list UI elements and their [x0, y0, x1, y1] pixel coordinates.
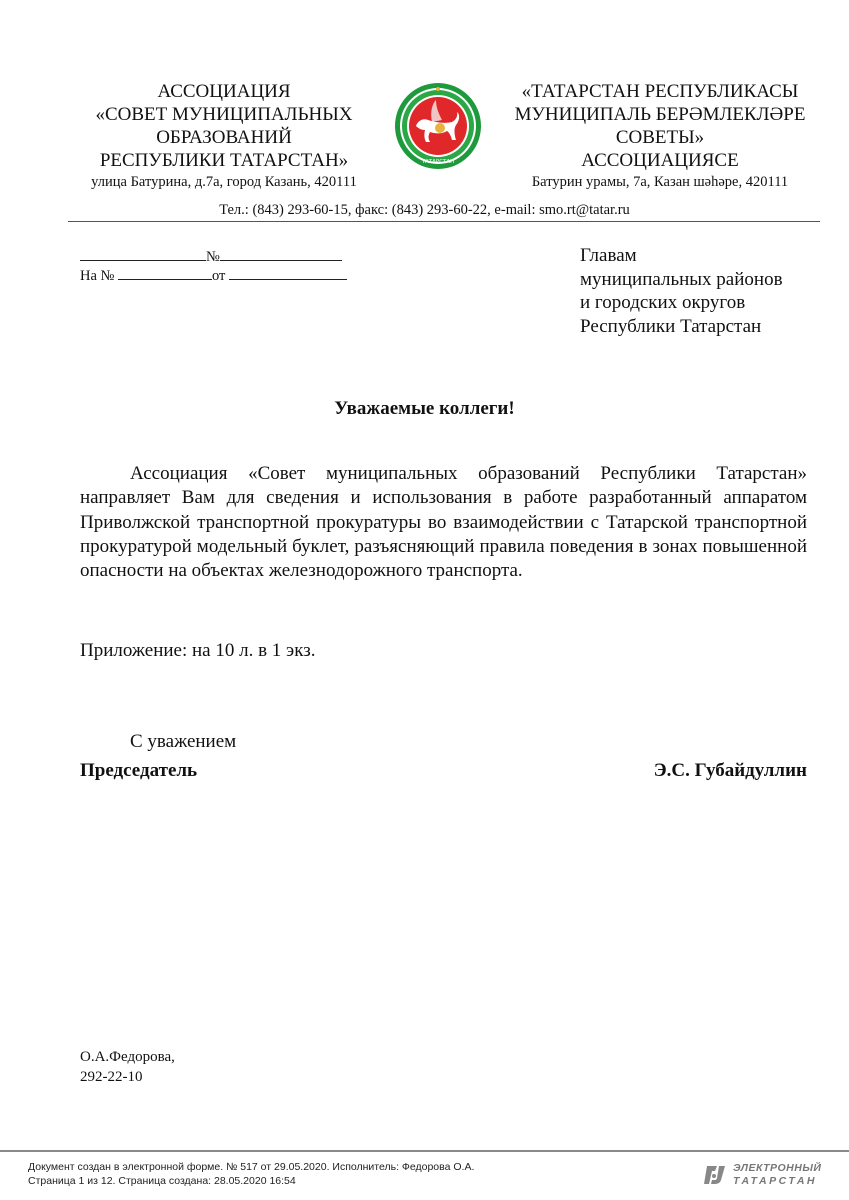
org-name-line: РЕСПУБЛИКИ ТАТАРСТАН» [99, 150, 349, 171]
org-name-line: ОБРАЗОВАНИЙ [156, 127, 292, 148]
logo-line-2: ТАТАРСТАН [733, 1175, 817, 1187]
footer-divider [0, 1150, 849, 1152]
addressee-line: муниципальных районов [580, 268, 783, 290]
header-org-name-ru [64, 80, 384, 192]
addressee-line: и городских округов [580, 292, 746, 313]
closing-regards: С уважением [130, 731, 237, 752]
from-label: от [212, 268, 226, 284]
reply-number-blank [118, 266, 212, 280]
document-footer [28, 1160, 474, 1188]
org-name-line: «СОВЕТ МУНИЦИПАЛЬНЫХ [95, 104, 353, 125]
org-name-line: АССОЦИАЦИЯСЕ [581, 150, 739, 171]
logo-line-1: ЭЛЕКТРОННЫЙ [733, 1162, 822, 1174]
attachment-note: Приложение: на 10 л. в 1 экз. [80, 640, 316, 661]
addressee-block [580, 244, 783, 338]
svg-text:ТАТАРСТАН: ТАТАРСТАН [421, 159, 455, 165]
letter-greeting: Уважаемые коллеги! [334, 398, 515, 419]
executor-info [80, 1047, 175, 1087]
org-name-line: «ТАТАРСТАН РЕСПУБЛИКАСЫ [521, 81, 799, 102]
reply-date-blank [229, 266, 347, 280]
footer-page-info: Страница 1 из 12. Страница создана: 28.05.2020 16:54 [28, 1175, 296, 1187]
header-org-name-tt [495, 80, 825, 192]
executor-phone: 292-22-10 [80, 1069, 143, 1085]
executor-name: О.А.Федорова, [80, 1049, 175, 1065]
addressee-line: Главам [580, 245, 637, 266]
org-name-line: МУНИЦИПАЛЬ БЕРӘМЛЕКЛӘРЕ [514, 104, 806, 125]
electronic-tatarstan-mark-icon [703, 1162, 729, 1188]
contact-info: Тел.: (843) 293-60-15, факс: (843) 293-60-22, e-mail: smo.rt@tatar.ru [219, 202, 630, 218]
reply-to-line [80, 266, 347, 285]
outgoing-number-line [80, 247, 342, 266]
outgoing-date-blank [80, 247, 206, 261]
electronic-tatarstan-logo-icon [703, 1160, 823, 1190]
org-address-ru: улица Батурина, д.7а, город Казань, 420111 [91, 174, 357, 190]
header-divider [68, 221, 820, 222]
outgoing-number-blank [220, 247, 342, 261]
addressee-line: Республики Татарстан [580, 315, 762, 337]
org-name-line: АССОЦИАЦИЯ [157, 81, 291, 102]
number-label: № [206, 249, 220, 265]
letter-body: Ассоциация «Совет муниципальных образований Республики Татарстан» направляет Вам для сведения и использования в работе разработанный аппаратом Приволжской транспортной прокуратуры во взаимодействии с Татарской транспортной прокуратурой модельный буклет, разъясняющий правила поведения в зонах повышенной опасности на объектах железнодорожного транспорта. [80, 463, 807, 582]
org-name-line: СОВЕТЫ» [615, 127, 705, 148]
signer-name: Э.С. Губайдуллин [653, 760, 807, 781]
tatarstan-coat-of-arms-icon [394, 82, 482, 170]
reply-label: На № [80, 268, 115, 284]
footer-doc-info: Документ создан в электронной форме. № 517 от 29.05.2020. Исполнитель: Федорова О.А. [28, 1161, 475, 1173]
signer-position: Председатель [80, 760, 198, 781]
org-address-tt: Батурин урамы, 7а, Казан шәһәре, 420111 [531, 174, 789, 190]
